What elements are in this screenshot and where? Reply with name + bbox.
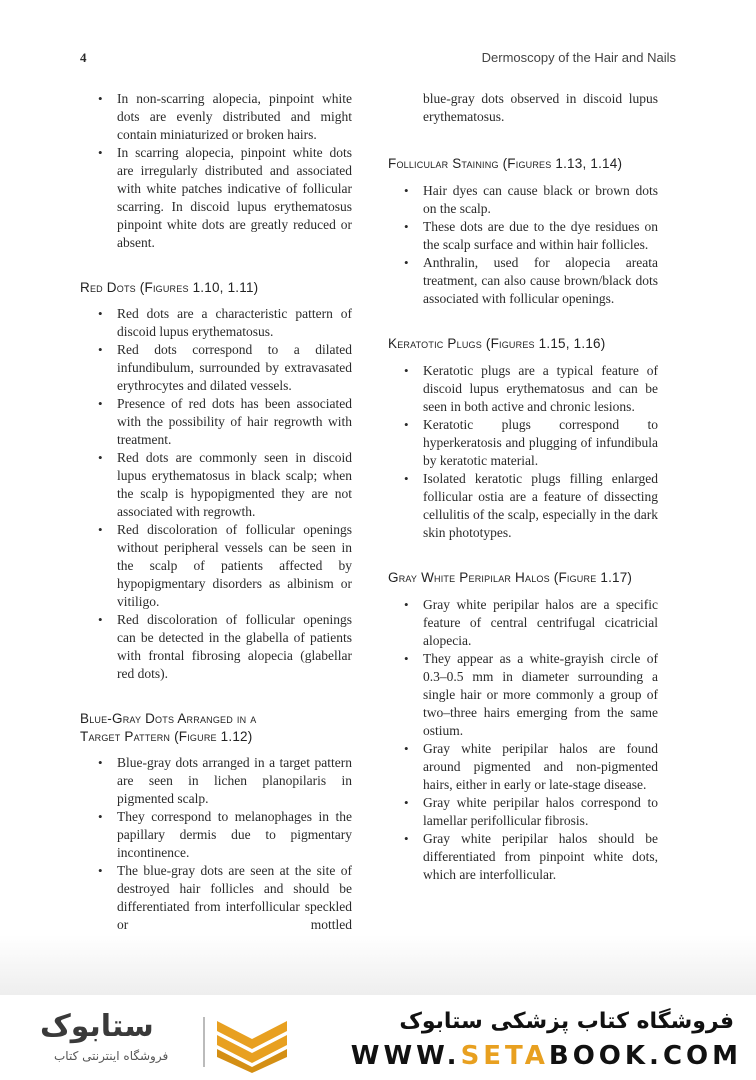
list-item: • In non-scarring alopecia, pinpoint white dots are evenly distributed and might contain miniaturized or broken hairs. bbox=[80, 90, 352, 144]
bullet-list bbox=[386, 182, 658, 308]
right-column bbox=[386, 90, 658, 884]
chevron-logo-icon bbox=[212, 1013, 292, 1073]
section-gray-white-halos bbox=[386, 569, 658, 884]
left-column bbox=[80, 90, 352, 934]
continued-text: blue-gray dots observed in discoid lupus erythematosus. bbox=[423, 91, 658, 124]
bullet-list bbox=[80, 305, 352, 683]
page-number: 4 bbox=[80, 50, 87, 65]
section-heading-line2: Target Pattern (Figure 1.12) bbox=[80, 729, 253, 744]
list-item: • Red dots are a characteristic pattern of discoid lupus erythematosus. bbox=[80, 305, 352, 341]
list-item: • Gray white peripilar halos should be differentiated from pinpoint white dots, which are interfollicular. bbox=[386, 830, 658, 884]
list-item: • They appear as a white-grayish circle of 0.3–0.5 mm in diameter surrounding a single hair or more commonly a group of two–three hairs emerging from the same ostium. bbox=[386, 650, 658, 740]
logo-divider bbox=[203, 1017, 205, 1067]
bullet-list bbox=[80, 754, 352, 934]
list-item: • Presence of red dots has been associated with the possibility of hair regrowth with treatment. bbox=[80, 395, 352, 449]
store-url[interactable] bbox=[351, 1041, 742, 1071]
bullet-list bbox=[386, 596, 658, 884]
section-heading: Follicular Staining (Figures 1.13, 1.14) bbox=[388, 156, 623, 171]
bullet-list bbox=[386, 362, 658, 542]
list-item: • Gray white peripilar halos are a specific feature of central centrifugal cicatricial alopecia. bbox=[386, 596, 658, 650]
list-item: • These dots are due to the dye residues on the scalp surface and within hair follicles. bbox=[386, 218, 658, 254]
page-header bbox=[80, 50, 676, 70]
list-item: • Red dots are commonly seen in discoid lupus erythematosus in black scalp; when the scalp is hypopigmented they are not associated with regrowth. bbox=[80, 449, 352, 521]
store-banner bbox=[0, 995, 756, 1080]
list-item: • They correspond to melanophages in the papillary dermis due to pigmentary incontinence. bbox=[80, 808, 352, 862]
logo-subtext: فروشگاه اینترنتی کتاب bbox=[54, 1049, 169, 1063]
section-follicular-staining bbox=[386, 155, 658, 308]
list-item: • Hair dyes can cause black or brown dots on the scalp. bbox=[386, 182, 658, 218]
page-bottom-fade bbox=[0, 935, 756, 995]
list-item: • Red discoloration of follicular openings can be detected in the glabella of patients with frontal fibrosing alopecia (glabellar red dots). bbox=[80, 611, 352, 683]
list-item: • Gray white peripilar halos are found around pigmented and non-pigmented hairs, either in early or late-stage disease. bbox=[386, 740, 658, 794]
store-logo bbox=[40, 1009, 200, 1071]
list-item: • Keratotic plugs are a typical feature of discoid lupus erythematosus and can be seen in both active and chronic lesions. bbox=[386, 362, 658, 416]
url-prefix: WWW. bbox=[350, 1041, 461, 1071]
section-keratotic-plugs bbox=[386, 335, 658, 542]
list-item: • Red dots correspond to a dilated infundibulum, surrounded by extravasated erythrocytes and dilated vessels. bbox=[80, 341, 352, 395]
list-item: • Keratotic plugs correspond to hyperkeratosis and plugging of infundibula by keratotic material. bbox=[386, 416, 658, 470]
section-heading: Blue-Gray Dots Arranged in a bbox=[80, 711, 257, 726]
list-item: • Anthralin, used for alopecia areata treatment, can also cause brown/black dots associated with follicular openings. bbox=[386, 254, 658, 308]
section-heading: Red Dots (Figures 1.10, 1.11) bbox=[80, 280, 259, 295]
running-title: Dermoscopy of the Hair and Nails bbox=[481, 50, 676, 65]
section-blue-gray-dots bbox=[80, 710, 352, 934]
section-red-dots bbox=[80, 279, 352, 683]
list-item: • In scarring alopecia, pinpoint white dots are irregularly distributed and associated with white patches indicative of follicular scarring. In discoid lupus erythematosus pinpoint white dots are greatly reduced or absent. bbox=[80, 144, 352, 252]
list-item: • Blue-gray dots arranged in a target pattern are seen in lichen planopilaris in pigmented scalp. bbox=[80, 754, 352, 808]
logo-text: ستابوک bbox=[40, 1009, 154, 1044]
list-item: • Isolated keratotic plugs filling enlarged follicular ostia are a feature of dissecting cellulitis of the scalp, especially in the dark skin phototypes. bbox=[386, 470, 658, 542]
store-name: فروشگاه کتاب پزشکی ستابوک bbox=[399, 1009, 734, 1034]
section-heading: Keratotic Plugs (Figures 1.15, 1.16) bbox=[388, 336, 606, 351]
url-accent: SETA bbox=[460, 1041, 549, 1071]
url-suffix: BOOK.COM bbox=[548, 1041, 742, 1071]
list-item: • Gray white peripilar halos correspond to lamellar perifollicular fibrosis. bbox=[386, 794, 658, 830]
intro-bullets bbox=[80, 90, 352, 252]
list-item: • The blue-gray dots are seen at the site of destroyed hair follicles and should be differentiated from interfollicular speckled or mottled bbox=[80, 862, 352, 934]
section-heading: Gray White Peripilar Halos (Figure 1.17) bbox=[388, 570, 633, 585]
list-item: • Red discoloration of follicular openings without peripheral vessels can be seen in the scalp of patients affected by hypopigmentary disorders as albinism or vitiligo. bbox=[80, 521, 352, 611]
